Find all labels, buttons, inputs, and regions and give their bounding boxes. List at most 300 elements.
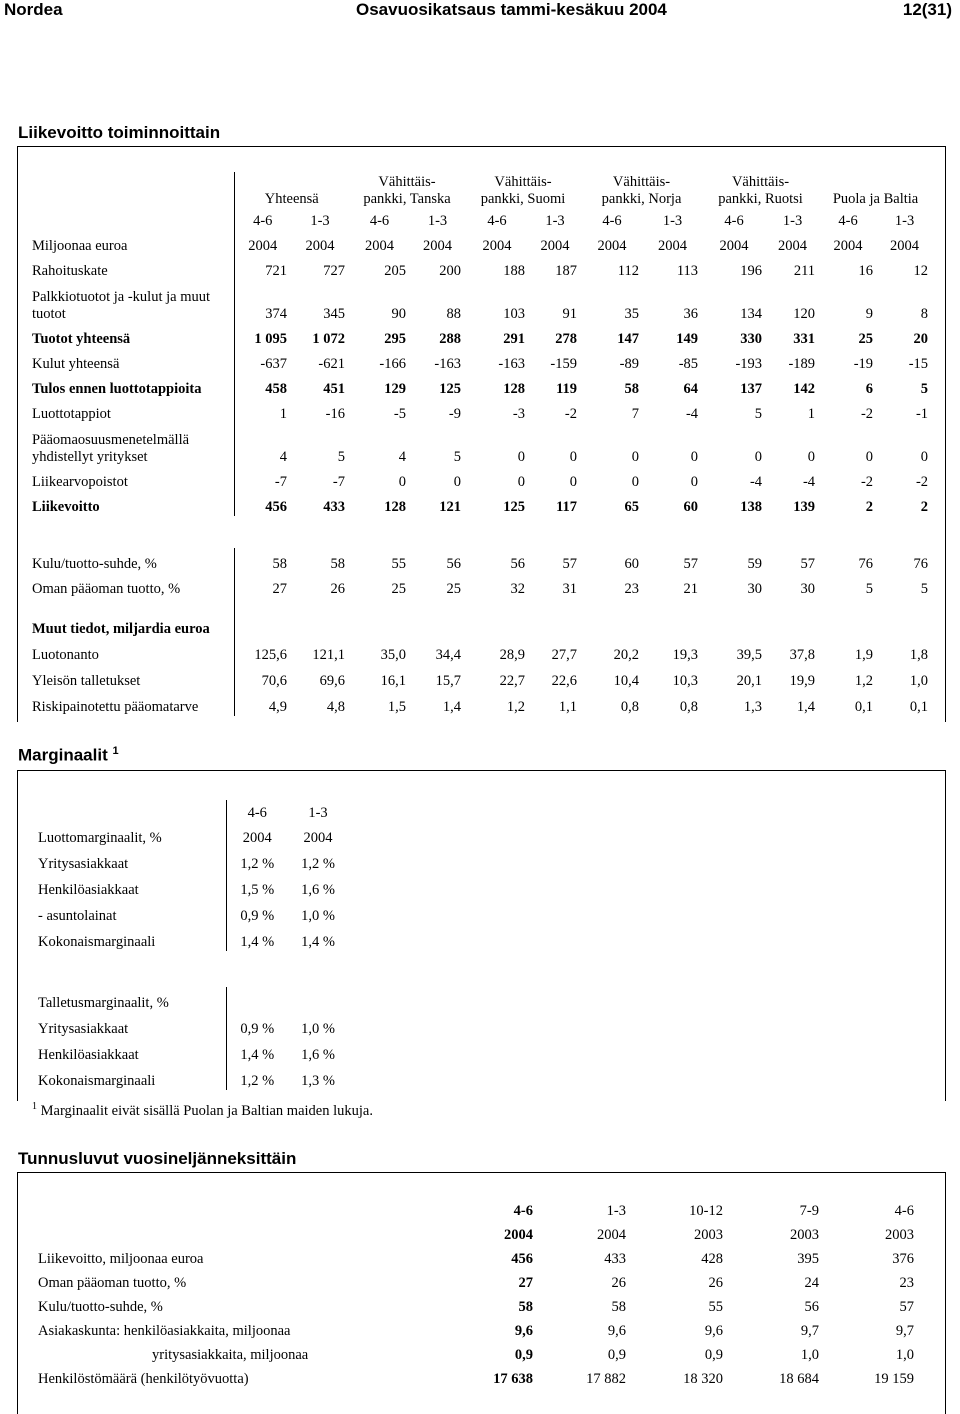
column-group-header (28, 172, 932, 208)
header-empty (28, 208, 234, 230)
row-value: 1,0 % (301, 908, 335, 924)
row-value: 451 (323, 381, 346, 397)
row-label: Liikevoitto (32, 499, 100, 515)
row-value: 65 (624, 499, 640, 515)
row-label: Kokonaismarginaali (38, 1073, 156, 1089)
year-header-row (34, 822, 348, 847)
row-value: 147 (617, 331, 640, 347)
header-title: Osavuosikatsaus tammi-kesäkuu 2004 (356, 0, 667, 19)
year-label: 2004 (658, 238, 688, 254)
ratio-value: 23 (624, 581, 640, 597)
row-label: Luottotappiot (32, 406, 111, 422)
row-value: 12 (913, 263, 929, 279)
ratio-value: 27 (234, 573, 291, 598)
row-value: 55 (708, 1299, 723, 1315)
ratio-value: 76 (913, 556, 929, 572)
quarterly-table (34, 1196, 918, 1388)
row-label: Tuotot yhteensä (32, 331, 131, 347)
table-row (34, 1064, 348, 1090)
other-label: Yleisön talletukset (32, 673, 141, 689)
other-value: 4,9 (234, 690, 291, 716)
row-value: 0 (690, 474, 699, 490)
empty-cell (643, 598, 702, 638)
row-value: 188 (503, 263, 526, 279)
other-value: 34,4 (435, 647, 462, 663)
other-value: 1,2 (854, 673, 874, 689)
table-row (34, 1244, 918, 1268)
empty-cell (226, 987, 288, 1012)
row-value: 64 (683, 381, 699, 397)
row-value: 90 (391, 306, 407, 322)
margins-title-sup: 1 (112, 745, 119, 757)
row-label: - asuntolainat (38, 908, 117, 924)
table-row (28, 280, 932, 323)
section-title-margins (18, 745, 119, 766)
row-value: 288 (439, 331, 462, 347)
year-label: 2004 (305, 238, 335, 254)
unit-label: Miljoonaa euroa (32, 238, 128, 254)
other-value: 10,4 (613, 673, 640, 689)
other-row (28, 664, 932, 690)
margins-footnote (32, 1101, 373, 1120)
other-value: 0,1 (909, 699, 929, 715)
empty-cell (766, 598, 819, 638)
ratio-value: 25 (391, 581, 407, 597)
year-label: 2003 (885, 1227, 914, 1243)
table-row (34, 1012, 348, 1038)
row-value: 6 (865, 381, 874, 397)
year-label: 2004 (540, 238, 570, 254)
row-value: 456 (234, 491, 291, 516)
row-value: 1,4 % (226, 925, 288, 951)
table-row (34, 1292, 918, 1316)
ratio-row (28, 573, 932, 598)
row-value: 91 (562, 306, 578, 322)
row-value: 0,9 % (226, 899, 288, 925)
row-value: 23 (899, 1275, 914, 1291)
table-row (28, 423, 932, 466)
row-value: 58 (611, 1299, 626, 1315)
period-label: 1-3 (310, 213, 330, 229)
other-value: 1,9 (854, 647, 874, 663)
ratio-value: 56 (446, 556, 462, 572)
period-label: 1-3 (427, 213, 448, 229)
table-row (34, 925, 348, 951)
row-value: 56 (804, 1299, 819, 1315)
table-row (34, 899, 348, 925)
ratio-value: 5 (920, 581, 929, 597)
row-value: 24 (804, 1275, 819, 1291)
row-value: 0,9 (704, 1347, 723, 1363)
ratio-value: 5 (865, 581, 874, 597)
other-value: 4,8 (326, 699, 346, 715)
section-title-operating-profit: Liikevoitto toiminnoittain (18, 123, 221, 142)
row-value: 5 (754, 406, 763, 422)
other-heading: Muut tiedot, miljardia euroa (32, 621, 210, 637)
year-label: 2004 (719, 238, 749, 254)
other-value: 22,7 (499, 673, 526, 689)
other-label: Riskipainotettu pääomatarve (32, 699, 199, 715)
row-value: 0 (398, 474, 407, 490)
row-value: 88 (446, 306, 462, 322)
other-value: 1,0 (909, 673, 929, 689)
table-row (28, 373, 932, 398)
row-value: 9,6 (607, 1323, 626, 1339)
row-value: 138 (740, 499, 763, 515)
row-value: 433 (323, 499, 346, 515)
row-value: 1,4 % (226, 1038, 288, 1064)
row-value: 103 (503, 306, 526, 322)
row-value: 1,4 % (301, 934, 335, 950)
other-value: 19,9 (789, 673, 816, 689)
row-value: -193 (735, 356, 763, 372)
row-value: 4 (234, 423, 291, 466)
row-label: Henkilöasiakkaat (38, 1047, 139, 1063)
row-value: 0 (920, 449, 929, 465)
row-value: 7 (631, 406, 640, 422)
other-value: 1,1 (558, 699, 578, 715)
table-row (28, 255, 932, 280)
other-row (28, 638, 932, 664)
row-label: Henkilöasiakkaat (38, 882, 139, 898)
row-value: -9 (448, 406, 462, 422)
row-value: -159 (550, 356, 578, 372)
period-label: 1-3 (606, 1203, 626, 1219)
row-value: 211 (793, 263, 816, 279)
row-label: Henkilöstömäärä (henkilötyövuotta) (38, 1371, 249, 1387)
header-empty (34, 800, 226, 822)
table-row (34, 1340, 918, 1364)
section-title-quarterly-figures: Tunnusluvut vuosineljänneksittäin (18, 1149, 297, 1168)
row-value: 0 (690, 449, 699, 465)
other-value: 27,7 (551, 647, 578, 663)
row-value: 0 (807, 449, 816, 465)
row-value: 1 (807, 406, 816, 422)
row-value: 1 095 (234, 323, 291, 348)
row-value: -166 (379, 356, 407, 372)
other-value: 22,6 (551, 673, 578, 689)
row-value: 458 (234, 373, 291, 398)
period-label: 10-12 (689, 1203, 723, 1219)
empty-cell (819, 598, 877, 638)
header-empty (34, 1220, 437, 1244)
year-label: 2004 (423, 238, 453, 254)
spacer-cell (34, 951, 348, 987)
table-row (34, 1316, 918, 1340)
row-value: 18 684 (779, 1371, 819, 1387)
other-label: Luotonanto (32, 647, 99, 663)
row-value: -4 (685, 406, 699, 422)
ratio-value: 57 (800, 556, 816, 572)
empty-cell (291, 598, 349, 638)
row-value: 1,3 % (301, 1073, 335, 1089)
row-value: -163 (434, 356, 462, 372)
row-label: Liikevoitto, miljoonaa euroa (38, 1251, 204, 1267)
year-header-row (34, 1220, 918, 1244)
row-value: 291 (503, 331, 526, 347)
ratio-value: 56 (510, 556, 526, 572)
ratio-value: 25 (446, 581, 462, 597)
header-empty (34, 1196, 437, 1220)
year-label: 2004 (482, 238, 512, 254)
other-value: 20,2 (613, 647, 640, 663)
row-value: -16 (325, 406, 346, 422)
period-label: 1-3 (782, 213, 803, 229)
empty-cell (465, 598, 529, 638)
table-row (34, 873, 348, 899)
year-label: 2004 (890, 238, 920, 254)
spacer-cell (28, 516, 932, 548)
row-value: 187 (555, 263, 578, 279)
header-page-number: 12(31) (902, 0, 952, 19)
empty-cell (702, 598, 766, 638)
row-value: -4 (749, 474, 763, 490)
column-group-label: Vähittäis- pankki, Tanska (363, 174, 451, 207)
ratio-value: 31 (562, 581, 578, 597)
row-value: 0 (569, 474, 578, 490)
row-value: 139 (793, 499, 816, 515)
footnote-text: Marginaalit eivät sisällä Puolan ja Baltian maiden lukuja. (40, 1102, 373, 1119)
table-row (28, 323, 932, 348)
row-value: 17 638 (493, 1371, 533, 1387)
row-label: Palkkiotuotot ja -kulut ja muut tuotot (32, 289, 211, 322)
row-value: -7 (234, 466, 291, 491)
row-value: 17 882 (586, 1371, 626, 1387)
row-value: -7 (332, 474, 346, 490)
row-value: -2 (860, 474, 874, 490)
period-header-row (34, 1196, 918, 1220)
other-value: 37,8 (789, 647, 816, 663)
empty-cell (529, 598, 581, 638)
period-label: 7-9 (799, 1203, 819, 1219)
period-label: 4-6 (894, 1203, 914, 1219)
row-label: Tulos ennen luottotappioita (32, 381, 202, 397)
row-value: 1,0 (800, 1347, 819, 1363)
empty-cell (288, 987, 348, 1012)
ratio-value: 21 (683, 581, 699, 597)
ratio-value: 55 (391, 556, 407, 572)
year-label: 2004 (597, 238, 627, 254)
row-value: 129 (384, 381, 407, 397)
period-label: 4-6 (226, 800, 288, 822)
row-value: 727 (323, 263, 346, 279)
row-value: 428 (701, 1251, 723, 1267)
row-value: -5 (393, 406, 407, 422)
row-value: 5 (453, 449, 462, 465)
column-group-label: Vähittäis- pankki, Ruotsi (718, 174, 803, 207)
row-value: 20 (913, 331, 929, 347)
other-value: 19,3 (672, 647, 699, 663)
row-value: 120 (793, 306, 816, 322)
row-value: 137 (740, 381, 763, 397)
row-value: 25 (858, 331, 874, 347)
row-value: 26 (708, 1275, 723, 1291)
period-label: 4-6 (602, 213, 622, 229)
row-value: 119 (556, 381, 578, 397)
row-value: 1 (234, 398, 291, 423)
other-value: 1,4 (442, 699, 462, 715)
row-value: 721 (234, 255, 291, 280)
table-row (28, 348, 932, 373)
row-value: 295 (384, 331, 407, 347)
row-value: 149 (676, 331, 699, 347)
year-header-row (28, 230, 932, 255)
row-value: 134 (740, 306, 763, 322)
row-value: -15 (908, 356, 929, 372)
ratio-value: 59 (747, 556, 763, 572)
row-value: 0,9 (607, 1347, 626, 1363)
row-value: -621 (318, 356, 346, 372)
row-value: 1,2 % (226, 1064, 288, 1090)
row-value: -19 (853, 356, 874, 372)
row-value: 1,6 % (301, 1047, 335, 1063)
other-value: 121,1 (312, 647, 346, 663)
year-label: 2004 (504, 1227, 533, 1243)
deposit-heading-row (34, 987, 348, 1012)
table-row (34, 1038, 348, 1064)
row-value: 196 (740, 263, 763, 279)
row-value: -189 (788, 356, 816, 372)
row-value: -2 (860, 406, 874, 422)
other-value: 69,6 (319, 673, 346, 689)
row-value: -2 (564, 406, 578, 422)
margins-table (34, 800, 348, 1090)
table-row (28, 466, 932, 491)
row-label: Kulu/tuotto-suhde, % (38, 1299, 163, 1315)
row-value: 376 (892, 1251, 914, 1267)
row-value: 57 (899, 1299, 914, 1315)
empty-cell (410, 598, 465, 638)
row-value: 330 (740, 331, 763, 347)
row-value: 112 (617, 263, 640, 279)
year-label: 2003 (790, 1227, 819, 1243)
row-value: 0 (754, 449, 763, 465)
other-value: 10,3 (672, 673, 699, 689)
row-value: 128 (503, 381, 526, 397)
row-value: 331 (793, 331, 816, 347)
other-value: 1,2 (506, 699, 526, 715)
row-value: 58 (518, 1299, 533, 1315)
row-value: 117 (556, 499, 578, 515)
other-value: 125,6 (234, 638, 291, 664)
year-label: 2004 (365, 238, 395, 254)
year-label: 2004 (597, 1227, 626, 1243)
row-value: 121 (439, 499, 462, 515)
ratio-value: 57 (562, 556, 578, 572)
row-value: 0,9 (514, 1347, 533, 1363)
row-value: 374 (234, 280, 291, 323)
row-value: 142 (793, 381, 816, 397)
row-value: 35 (624, 306, 640, 322)
other-value: 1,8 (909, 647, 929, 663)
spacer-row (28, 516, 932, 548)
period-label: 4-6 (487, 213, 507, 229)
row-value: 278 (555, 331, 578, 347)
row-value: 125 (439, 381, 462, 397)
other-row (28, 690, 932, 716)
row-value: 9,7 (800, 1323, 819, 1339)
period-label: 1-3 (662, 213, 683, 229)
row-value: 19 159 (874, 1371, 914, 1387)
table-row (28, 398, 932, 423)
row-value: 1,0 % (301, 1021, 335, 1037)
column-group-label: Vähittäis- pankki, Norja (601, 174, 682, 207)
row-value: 456 (511, 1251, 533, 1267)
other-value: 0,1 (854, 699, 874, 715)
row-value: 200 (439, 263, 462, 279)
row-value: 9,6 (514, 1323, 533, 1339)
row-value: 1,2 % (226, 847, 288, 873)
row-value: 9,6 (704, 1323, 723, 1339)
row-value: 27 (518, 1275, 533, 1291)
row-value: -3 (512, 406, 526, 422)
row-value: 125 (503, 499, 526, 515)
row-value: 1 072 (312, 331, 346, 347)
year-label: 2004 (234, 230, 291, 255)
row-value: 0 (569, 449, 578, 465)
row-value: 1,0 (895, 1347, 914, 1363)
row-value: 128 (384, 499, 407, 515)
row-value: 205 (384, 263, 407, 279)
period-label: 1-3 (545, 213, 565, 229)
ratio-label: Oman pääoman tuotto, % (32, 581, 181, 597)
row-value: 0 (453, 474, 462, 490)
column-group-label: Yhteensä (234, 172, 349, 208)
other-value: 35,0 (380, 647, 407, 663)
period-label: 4-6 (724, 213, 744, 229)
row-label: Kokonaismarginaali (38, 934, 156, 950)
row-value: 0 (631, 474, 640, 490)
ratio-value: 58 (330, 556, 346, 572)
other-heading-row (28, 598, 932, 638)
other-value: 1,5 (387, 699, 407, 715)
row-label: Pääomaosuusmenetelmällä yhdistellyt yritykset (32, 432, 190, 465)
column-group-label: Puola ja Baltia (832, 191, 919, 207)
row-label: Liikearvopoistot (32, 474, 128, 490)
period-label: 1-3 (894, 213, 915, 229)
other-value: 39,5 (736, 647, 763, 663)
row-value: 0 (517, 474, 526, 490)
other-value: 1,3 (743, 699, 763, 715)
row-label: Rahoituskate (32, 263, 108, 279)
period-label: 4-6 (513, 1203, 533, 1219)
row-value: 1,6 % (301, 882, 335, 898)
row-value: -163 (498, 356, 526, 372)
period-header-row (34, 800, 348, 822)
table-row (34, 847, 348, 873)
year-label: 2004 (833, 238, 863, 254)
row-value: -4 (802, 474, 816, 490)
row-value: 1,2 % (301, 856, 335, 872)
footnote-sup: 1 (32, 1101, 37, 1112)
ratio-value: 58 (234, 548, 291, 573)
row-value: -637 (234, 348, 291, 373)
ratio-value: 30 (747, 581, 763, 597)
other-value: 70,6 (234, 664, 291, 690)
row-value: 16 (858, 263, 874, 279)
table-row (34, 1268, 918, 1292)
row-value: 0 (865, 449, 874, 465)
page-header (0, 0, 960, 24)
row-label: Asiakaskunta: henkilöasiakkaita, miljoonaa (38, 1323, 291, 1339)
row-value: 2 (920, 499, 929, 515)
ratio-value: 60 (624, 556, 640, 572)
header-brand: Nordea (4, 0, 63, 19)
row-value: 395 (797, 1251, 819, 1267)
other-value: 15,7 (435, 673, 462, 689)
row-value: 433 (604, 1251, 626, 1267)
empty-cell (877, 598, 932, 638)
